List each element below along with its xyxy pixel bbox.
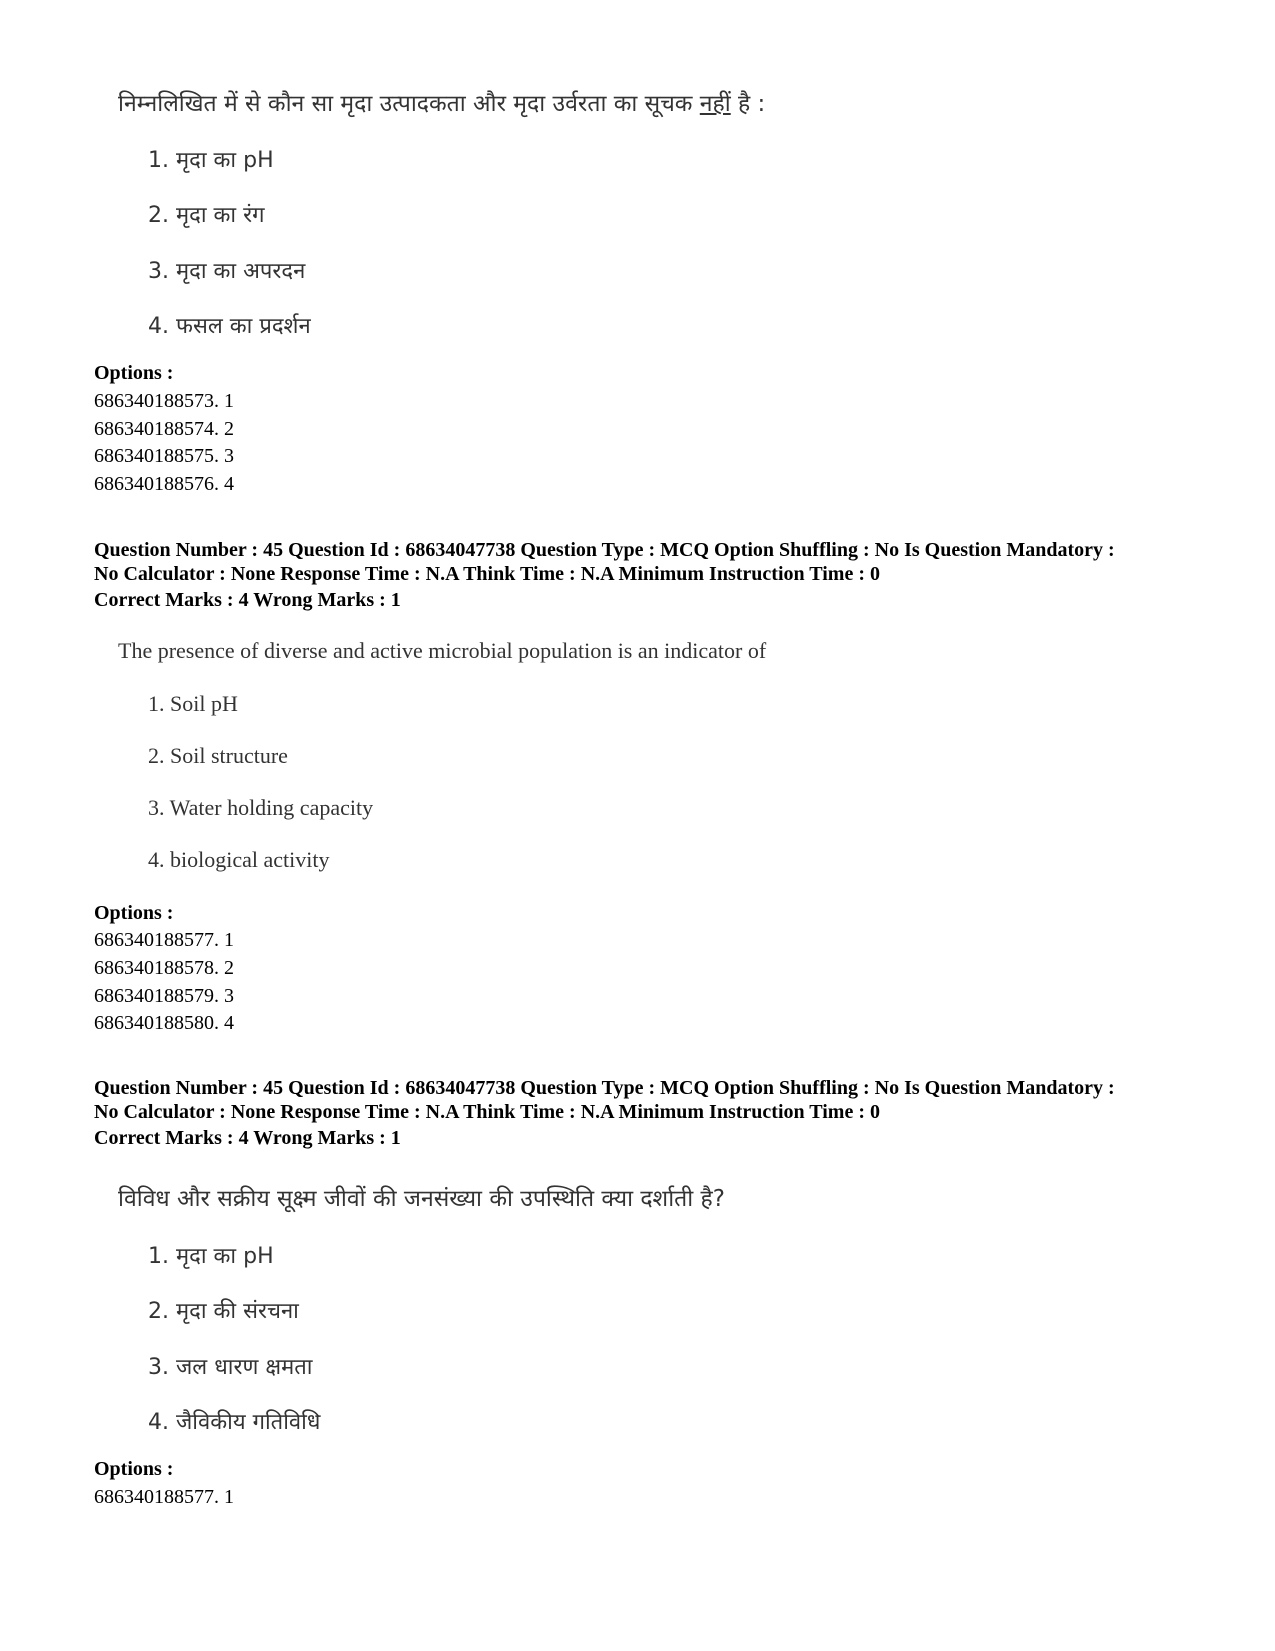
option-id: 686340188579. 3 <box>94 985 234 1007</box>
option-id: 686340188576. 4 <box>94 473 234 495</box>
question-meta <box>94 1076 1214 1124</box>
question-text-emphasis: नहीं <box>699 91 731 117</box>
options-label: Options : <box>94 362 174 384</box>
question-text <box>118 86 765 118</box>
question-meta-line-1: Question Number : 45 Question Id : 68634047738 Question Type : MCQ Option Shuffling : No Is Question Mandatory : <box>94 539 1115 561</box>
option-id: 686340188577. 1 <box>94 1486 234 1508</box>
option-id: 686340188575. 3 <box>94 445 234 467</box>
option-id: 686340188574. 2 <box>94 418 234 440</box>
choice-3: 3. Water holding capacity <box>148 795 374 820</box>
question-text-prefix: निम्नलिखित में से कौन सा मृदा उत्पादकता और मृदा उर्वरता का सूचक <box>118 91 700 117</box>
question-meta-line-2: No Calculator : None Response Time : N.A Think Time : N.A Minimum Instruction Time : 0 <box>94 563 880 585</box>
question-meta-line-1: Question Number : 45 Question Id : 68634047738 Question Type : MCQ Option Shuffling : No Is Question Mandatory : <box>94 1077 1115 1099</box>
choice-3: 3. मृदा का अपरदन <box>148 259 306 284</box>
choice-1: 1. Soil pH <box>148 691 238 716</box>
choice-2: 2. मृदा का रंग <box>148 203 265 228</box>
question-meta-line-2: No Calculator : None Response Time : N.A Think Time : N.A Minimum Instruction Time : 0 <box>94 1101 880 1123</box>
choice-4: 4. जैविकीय गतिविधि <box>148 1410 321 1435</box>
choice-1: 1. मृदा का pH <box>148 1244 274 1269</box>
choice-2: 2. मृदा की संरचना <box>148 1299 299 1324</box>
question-text-suffix: है : <box>730 91 766 117</box>
choice-4: 4. biological activity <box>148 847 330 872</box>
choice-3: 3. जल धारण क्षमता <box>148 1355 313 1380</box>
options-label: Options : <box>94 902 174 924</box>
marks-line: Correct Marks : 4 Wrong Marks : 1 <box>94 1127 401 1149</box>
option-id: 686340188577. 1 <box>94 929 234 951</box>
question-text: The presence of diverse and active microbial population is an indicator of <box>118 638 767 663</box>
question-text: विविध और सक्रीय सूक्ष्म जीवों की जनसंख्या की उपस्थिति क्या दर्शाती है? <box>118 1186 725 1212</box>
option-id: 686340188573. 1 <box>94 390 234 412</box>
choice-2: 2. Soil structure <box>148 743 288 768</box>
options-label: Options : <box>94 1458 174 1480</box>
option-id: 686340188578. 2 <box>94 957 234 979</box>
choice-4: 4. फसल का प्रदर्शन <box>148 314 311 339</box>
marks-line: Correct Marks : 4 Wrong Marks : 1 <box>94 589 401 611</box>
option-id: 686340188580. 4 <box>94 1012 234 1034</box>
question-meta <box>94 538 1214 586</box>
choice-1: 1. मृदा का pH <box>148 148 274 173</box>
